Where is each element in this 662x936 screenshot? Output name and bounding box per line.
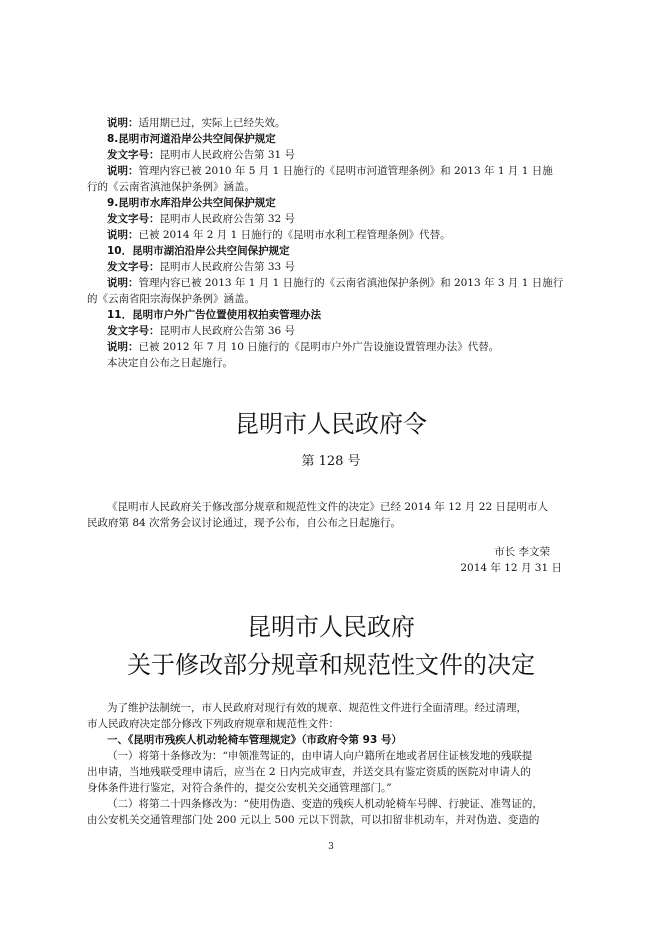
item-10-doc-number	[107, 260, 295, 274]
order-paragraph-line1: 《昆明市人民政府关于修改部分规章和规范性文件的决定》已经 2014 年 12 月 22 日昆明市人	[107, 501, 548, 513]
note-text: 管理内容已被 2013 年 1 月 1 日施行的《云南省滇池保护条例》和 2013 年 3 月 1 日施行	[138, 277, 564, 289]
intro-line2: 市人民政府决定部分修改下列政府规章和规范性文件：	[87, 718, 339, 730]
note-label: 说明：	[107, 341, 139, 353]
item-8-doc-number	[107, 148, 295, 162]
signer: 市长 李文荣	[494, 546, 550, 558]
p1-line2: 出申请，当地残联受理申请后，应当在 2 日内完成审查，并送交具有鉴定资质的医院对申请人的	[87, 766, 531, 778]
doc-label: 发文字号：	[107, 149, 160, 161]
note-label: 说明：	[107, 229, 139, 241]
note-label: 说明：	[107, 117, 139, 129]
item-9-title: 9.昆明市水库沿岸公共空间保护规定	[107, 197, 276, 209]
p1-line1: （一）将第十条修改为：“申领准驾证的，由申请人向户籍所在地或者居住证核发地的残联提	[107, 750, 533, 762]
note-text: 已被 2012 年 7 月 10 日施行的《昆明市户外广告设施设置管理办法》代替。	[138, 341, 500, 353]
section-1-heading: 一、《昆明市残疾人机动轮椅车管理规定》（市政府令第 93 号）	[107, 734, 402, 746]
item-11-title: 11．昆明市户外广告位置使用权拍卖管理办法	[107, 309, 322, 321]
p2-line1: （二）将第二十四条修改为：“使用伪造、变造的残疾人机动轮椅车号牌、行驶证、准驾证的，	[107, 798, 543, 810]
doc-text: 昆明市人民政府公告第 33 号	[159, 261, 296, 273]
note-line	[107, 116, 286, 130]
closing-line: 本决定自公布之日起施行。	[107, 357, 233, 369]
note-label: 说明：	[107, 165, 139, 177]
doc-text: 昆明市人民政府公告第 32 号	[159, 213, 296, 225]
p1-line3: 身体条件进行鉴定，对符合条件的，提交公安机关交通管理部门。”	[87, 782, 392, 794]
intro-line1: 为了维护法制统一，市人民政府对现行有效的规章、规范性文件进行全面清理。经过清理，	[107, 702, 527, 714]
doc-label: 发文字号：	[107, 261, 160, 273]
order-number: 第 128 号	[301, 454, 361, 469]
order-title: 昆明市人民政府令	[235, 410, 427, 438]
note-text: 适用期已过，实际上已经失效。	[138, 117, 286, 129]
doc-text: 昆明市人民政府公告第 36 号	[159, 325, 296, 337]
decision-title-line2: 关于修改部分规章和规范性文件的决定	[127, 651, 535, 679]
order-paragraph-line2: 民政府第 84 次常务会议讨论通过，现予公布，自公布之日起施行。	[87, 517, 402, 529]
page-number: 3	[328, 842, 334, 852]
doc-text: 昆明市人民政府公告第 31 号	[159, 149, 296, 161]
item-8-note-cont: 行的《云南省滇池保护条例》涵盖。	[87, 181, 255, 193]
order-date: 2014 年 12 月 31 日	[460, 562, 562, 574]
doc-label: 发文字号：	[107, 213, 160, 225]
item-10-title: 10．昆明市湖泊沿岸公共空间保护规定	[107, 245, 290, 257]
item-11-note	[107, 340, 499, 354]
item-10-note	[107, 276, 563, 290]
decision-title-line1: 昆明市人民政府	[247, 613, 415, 641]
item-11-doc-number	[107, 324, 295, 338]
note-label: 说明：	[107, 277, 139, 289]
item-10-note-cont: 的《云南省阳宗海保护条例》涵盖。	[87, 293, 255, 305]
item-9-doc-number	[107, 212, 295, 226]
note-text: 已被 2014 年 2 月 1 日施行的《昆明市水利工程管理条例》代替。	[138, 229, 451, 241]
doc-label: 发文字号：	[107, 325, 160, 337]
item-8-title: 8.昆明市河道沿岸公共空间保护规定	[107, 133, 276, 145]
note-text: 管理内容已被 2010 年 5 月 1 日施行的《昆明市河道管理条例》和 2013 年 1 月 1 日施	[138, 165, 553, 177]
item-8-note	[107, 164, 553, 178]
item-9-note	[107, 228, 451, 242]
p2-line2: 由公安机关交通管理部门处 200 元以上 500 元以下罚款，可以扣留非机动车，并对伪造、变造的	[87, 814, 540, 826]
